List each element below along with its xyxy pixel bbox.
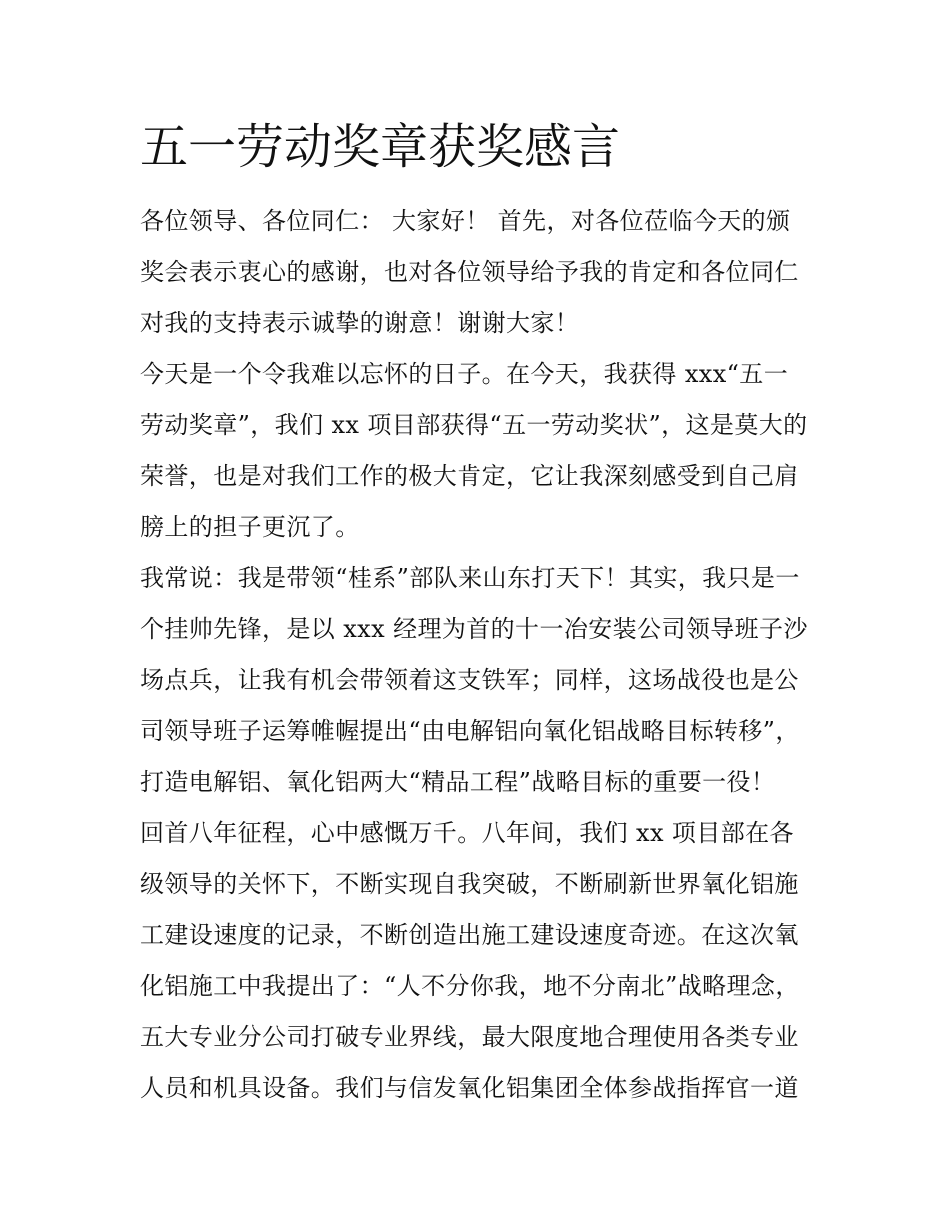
text-line: 司领导班子运筹帷幄提出“由电解铝向氧化铝战略目标转移”， <box>140 717 800 745</box>
text-line: 劳动奖章”，我们 xx 项目部获得“五一劳动奖状”，这是莫大的 <box>140 411 808 439</box>
text-line: 打造电解铝、氧化铝两大“精品工程”战略目标的重要一役！ <box>140 768 776 796</box>
text-line: 个挂帅先锋，是以 xxx 经理为首的十一冶安装公司领导班子沙 <box>140 615 808 643</box>
text-line: 我常说：我是带领“桂系”部队来山东打天下！其实，我只是一 <box>140 564 800 592</box>
text-line: 化铝施工中我提出了：“人不分你我，地不分南北”战略理念， <box>140 972 800 1000</box>
text-line: 各位领导、各位同仁： 大家好！ 首先，对各位莅临今天的颁 <box>140 207 791 235</box>
text-line: 五大专业分公司打破专业界线，最大限度地合理使用各类专业 <box>140 1023 799 1051</box>
text-line: 奖会表示衷心的感谢，也对各位领导给予我的肯定和各位同仁 <box>140 258 799 286</box>
document-title: 五一劳动奖章获奖感言 <box>140 119 621 175</box>
text-line: 膀上的担子更沉了。 <box>140 513 360 541</box>
text-line: 工建设速度的记录，不断创造出施工建设速度奇迹。在这次氧 <box>140 921 799 949</box>
text-line: 级领导的关怀下，不断实现自我突破，不断刷新世界氧化铝施 <box>140 870 799 898</box>
text-line: 今天是一个令我难以忘怀的日子。在今天，我获得 xxx“五一 <box>140 360 789 388</box>
text-line: 对我的支持表示诚挚的谢意！谢谢大家！ <box>140 309 580 337</box>
text-line: 回首八年征程，心中感慨万千。八年间，我们 xx 项目部在各 <box>140 819 794 847</box>
text-line: 场点兵，让我有机会带领着这支铁军；同样，这场战役也是公 <box>140 666 799 694</box>
document-body <box>140 196 812 1114</box>
text-line: 荣誉，也是对我们工作的极大肯定，它让我深刻感受到自己肩 <box>140 462 799 490</box>
text-line: 人员和机具设备。我们与信发氧化铝集团全体参战指挥官一道 <box>140 1074 799 1102</box>
